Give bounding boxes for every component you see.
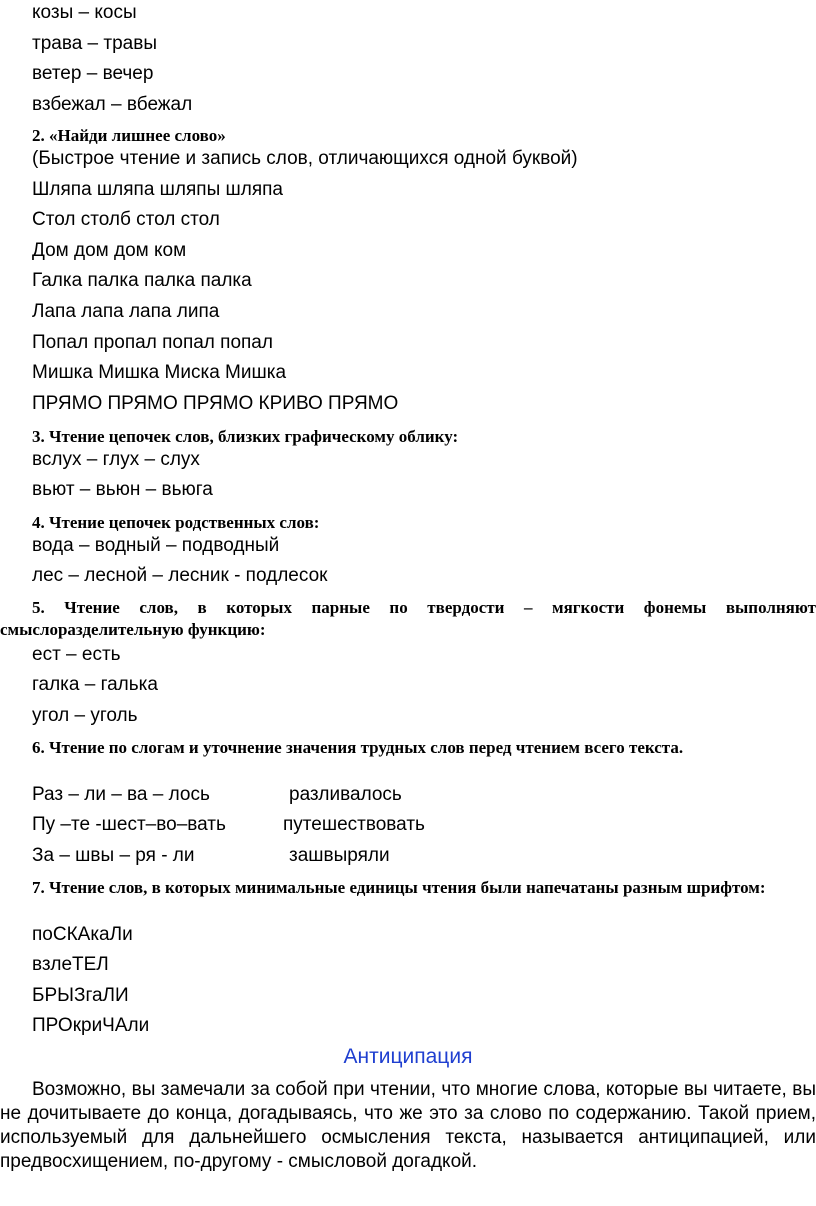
word-row: ПРЯМО ПРЯМО ПРЯМО КРИВО ПРЯМО: [32, 393, 399, 414]
word-row: Стол столб стол стол: [32, 209, 220, 230]
word-chain: вода – водный – подводный: [32, 535, 280, 556]
word-chain: вслух – глух – слух: [32, 449, 200, 470]
word-pair: угол – уголь: [32, 705, 138, 726]
word-row: Шляпа шляпа шляпы шляпа: [32, 179, 283, 200]
word-row: Галка палка палка палка: [32, 270, 252, 291]
word-pair: трава – травы: [32, 33, 157, 54]
word-pair: ветер – вечер: [32, 63, 154, 84]
word-row: Попал пропал попал попал: [32, 332, 273, 353]
mixed-font-word: ПРОкриЧАли: [32, 1015, 150, 1036]
syllable-breakdown: За – швы – ря - ли: [32, 845, 195, 866]
word-pair: козы – косы: [32, 2, 137, 23]
word-row: Лапа лапа лапа липа: [32, 301, 220, 322]
word-row: Мишка Мишка Миска Мишка: [32, 362, 287, 383]
full-word: зашвыряли: [289, 845, 390, 866]
word-pair: ест – есть: [32, 644, 121, 665]
body-paragraph: Возможно, вы замечали за собой при чтении, что многие слова, которые вы читаете, вы не дочитываете до конца, догадываясь, что же это за слово по содержанию. Такой прием, используемый для дальнейшего осмысления текста, называется антиципацией, или предвосхищением, по-другому - смысловой догадкой.: [0, 1079, 816, 1172]
full-word: путешествовать: [283, 814, 425, 835]
mixed-font-word: БРЫЗгаЛИ: [32, 985, 129, 1006]
section-title: Антиципация: [343, 1045, 473, 1068]
full-word: разливалось: [289, 784, 402, 805]
section-heading: 4. Чтение цепочек родственных слов:: [32, 513, 320, 532]
word-chain: вьют – вьюн – вьюга: [32, 479, 213, 500]
section-heading: 3. Чтение цепочек слов, близких графическому облику:: [32, 427, 459, 446]
section-heading: 7. Чтение слов, в которых минимальные единицы чтения были напечатаны разным шрифтом:: [32, 878, 766, 897]
section-subtitle: (Быстрое чтение и запись слов, отличающихся одной буквой): [32, 148, 578, 169]
mixed-font-word: взлеТЕЛ: [32, 954, 109, 975]
section-heading: 5. Чтение слов, в которых парные по твердости – мягкости фонемы выполняют смыслоразделительную функцию:: [0, 598, 816, 639]
mixed-font-word: поСКАкаЛи: [32, 924, 133, 945]
word-row: Дом дом дом ком: [32, 240, 187, 261]
word-pair: взбежал – вбежал: [32, 94, 193, 115]
syllable-breakdown: Пу –те -шест–во–вать: [32, 814, 226, 835]
syllable-breakdown: Раз – ли – ва – лось: [32, 784, 210, 805]
section-heading: 6. Чтение по слогам и уточнение значения трудных слов перед чтением всего текста.: [32, 738, 684, 757]
word-chain: лес – лесной – лесник - подлесок: [32, 565, 328, 586]
section-heading: 2. «Найди лишнее слово»: [32, 126, 226, 145]
word-pair: галка – галька: [32, 674, 158, 695]
